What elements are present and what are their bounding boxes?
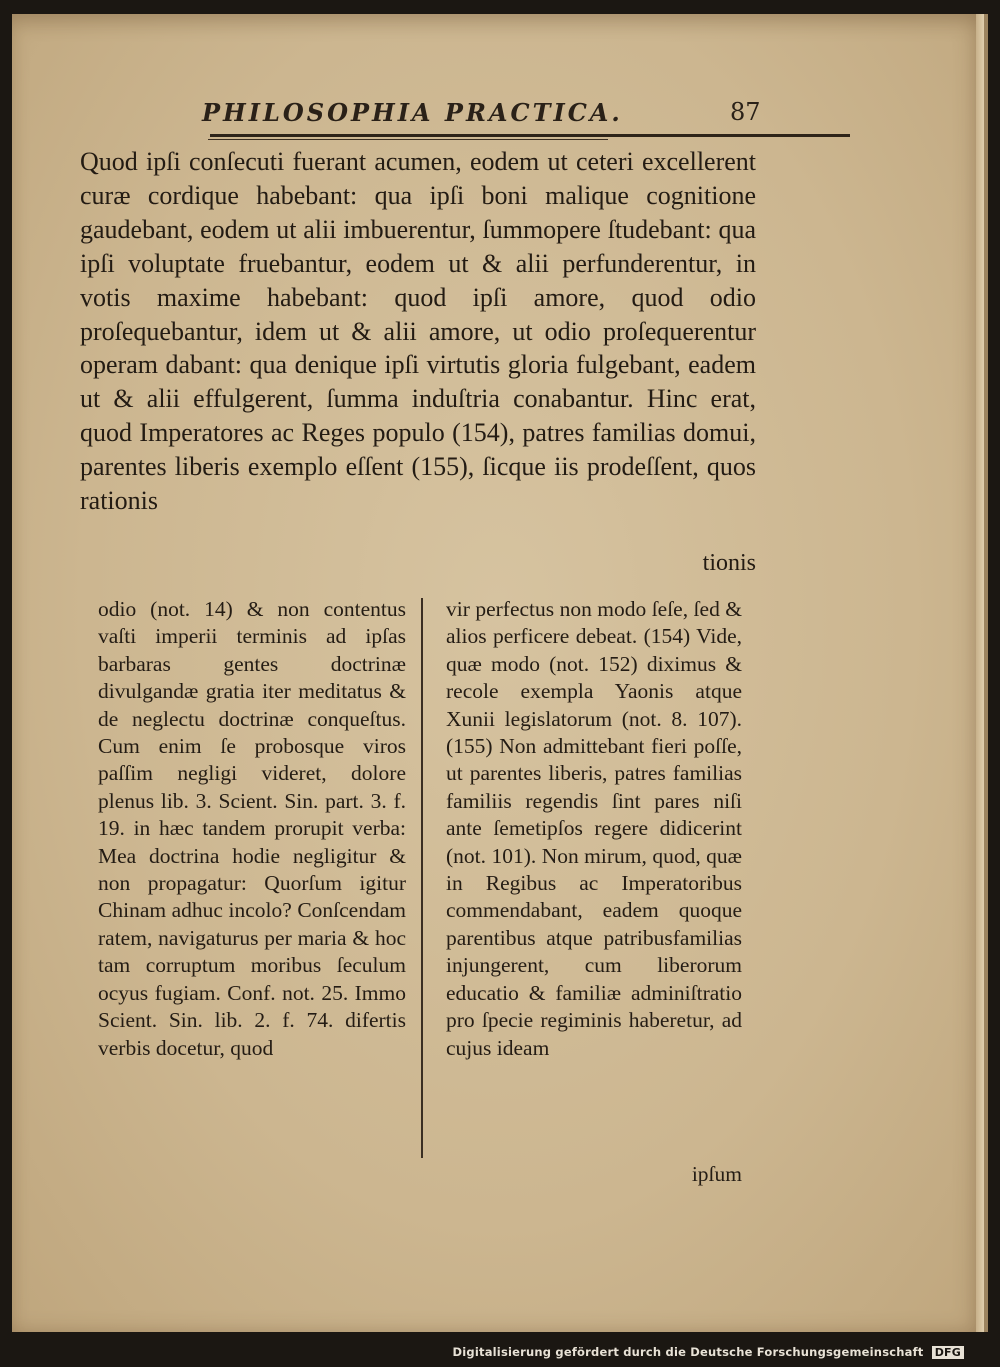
page-number: 87 bbox=[730, 98, 761, 126]
main-body-text: Quod ipſi conſecuti fuerant acumen, eodem ut ceteri excellerent curæ cordique habebant: qua ipſi boni malique cognitione gaudebant, eodem ut alii imbuerentur, ſummopere ſtudebant: qua ipſi voluptate fruebantur, eodem ut & alii perfunderentur, in votis maxime habebant: quod ipſi amore, quod odio proſequebantur, idem ut & alii amore, ut odio proſequerentur operam dabant: qua denique ipſi virtutis gloria fulgebant, eadem ut & alii effulgerent, ſumma induſtria conabantur. Hinc erat, quod Imperatores ac Reges populo (154), patres familias domui, parentes liberis exemplo eſſent (155), ſicque iis prodeſſent, quos rationis bbox=[80, 147, 756, 516]
column-divider bbox=[421, 598, 423, 1158]
dfg-logo: DFG bbox=[932, 1346, 964, 1359]
main-catchword: tionis bbox=[702, 550, 756, 576]
running-head: PHILOSOPHIA PRACTICA. bbox=[202, 98, 623, 127]
digitization-credit bbox=[453, 1345, 964, 1359]
page-header bbox=[90, 86, 770, 130]
header-rule-thin bbox=[208, 139, 608, 140]
footnote-catchword: ipſum bbox=[691, 1162, 742, 1186]
page-edge bbox=[976, 14, 984, 1332]
header-rule bbox=[210, 134, 850, 137]
footnote-column-left: odio (not. 14) & non contentus vaſti imperii terminis ad ipſas barbaras gentes doctrinæ divulgandæ gratia iter meditatus & de neglectu doctrinæ conqueſtus. Cum enim ſe probosque viros paſſim negligi videret, dolore plenus lib. 3. Scient. Sin. part. 3. f. 19. in hæc tandem prorupit verba: Mea doctrina hodie negligitur & non propagatur: Quorſum igitur Chinam adhuc incolo? Conſcendam ratem, navigaturus per maria & hoc tam corruptum moribus ſeculum ocyus fugiam. Conf. not. 25. Immo Scient. Sin. lib. 2. f. 74. difertis verbis docetur, quod bbox=[98, 597, 406, 1060]
credit-text: Digitalisierung gefördert durch die Deutsche Forschungsgemeinschaft bbox=[452, 1345, 924, 1359]
footnote-column-right: vir perfectus non modo ſeſe, ſed & alios perficere debeat. (154) Vide, quæ modo (not. 152) diximus & recole exempla Yaonis atque Xunii legislatorum (not. 8. 107). (155) Non admittebant fieri poſſe, ut parentes liberis, patres familias familiis regendis ſint pares niſi ante ſemetipſos regere didicerint (not. 101). Non mirum, quod, quæ in Regibus ac Imperatoribus commendabant, eadem quoque parentibus atque patribusfamilias injungerent, cum liberorum educatio & familiæ adminiſtratio pro ſpecie regiminis haberetur, ad cujus ideam bbox=[446, 597, 742, 1060]
